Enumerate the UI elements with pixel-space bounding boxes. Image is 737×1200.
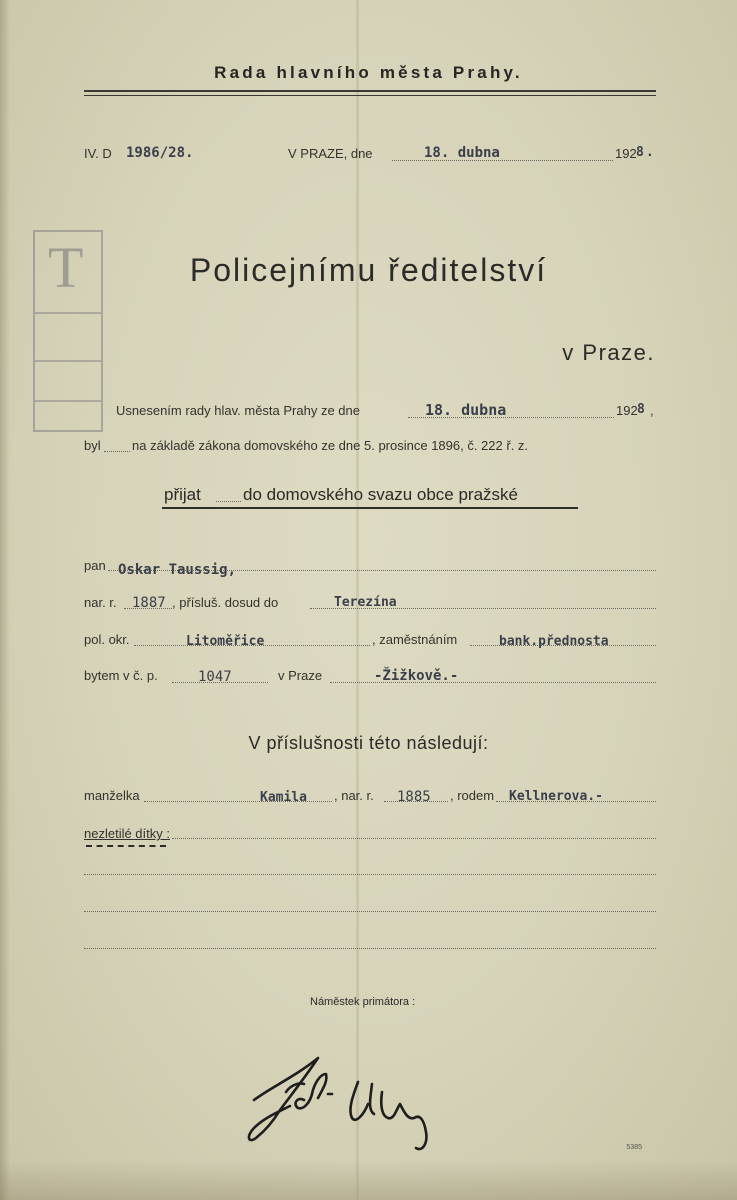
ref-year-digit: 8 (636, 145, 644, 160)
place-label: V PRAZE, dne (288, 146, 373, 161)
spouse-born-label: , nar. r. (334, 788, 374, 803)
children-dots-4 (84, 948, 656, 949)
ref-year-end: . (646, 145, 654, 160)
children-label: nezletilé dítky : (84, 826, 170, 841)
children-dash-underline (86, 845, 166, 847)
resolution-text: Usnesením rady hlav. města Prahy ze dne (116, 403, 360, 418)
document-title: Policejnímu ředitelství (189, 252, 548, 288)
resolution-year-prefix: 192 (616, 403, 638, 418)
header-rule-thin (84, 95, 656, 96)
residence-label: bytem v č. p. (84, 668, 158, 683)
spouse-maiden: Kellnerova.- (509, 789, 603, 804)
admission-underline (162, 507, 578, 509)
ref-prefix: IV. D (84, 146, 112, 161)
city-label: v Praze (278, 668, 323, 683)
resolution-year-end: , (650, 403, 654, 418)
admission-text: do domovského svazu obce pražské (243, 485, 518, 504)
line2-text: na základě zákona domovského ze dne 5. prosince 1896, č. 222 ř. z. (132, 438, 529, 453)
spouse-label: manželka (84, 788, 140, 803)
person-born: 1887 (132, 595, 166, 611)
occupation-label: , zaměstnáním (372, 632, 458, 647)
pan-label: pan (84, 558, 106, 573)
children-dots-2 (84, 874, 656, 875)
section-title: V příslušnosti této následují: (248, 733, 489, 753)
district-label: pol. okr. (84, 632, 130, 647)
resolution-date: 18. dubna (425, 401, 507, 419)
paper-edge-bottom (0, 1160, 737, 1200)
header-rule-thick (84, 90, 656, 92)
paper-edge-left (0, 0, 10, 1200)
line2-prefix: byl (84, 438, 101, 453)
spouse-name: Kamila (260, 790, 307, 805)
person-name: Oskar Taussig, (118, 562, 237, 578)
stamp-letter: T (48, 235, 84, 300)
prijat-label: přijat (164, 485, 201, 504)
page-code: 5385 (626, 1144, 642, 1151)
document-subtitle: v Praze. (562, 340, 655, 365)
signatory-label: Náměstek primátora : (310, 996, 416, 1008)
ref-number: 1986/28. (126, 145, 194, 161)
born-label: nar. r. (84, 595, 117, 610)
children-dots-3 (84, 911, 656, 912)
children-dots-1 (172, 838, 656, 839)
person-quarter: -Žižkově.- (374, 668, 459, 684)
council-heading: Rada hlavního města Prahy. (214, 63, 523, 82)
belong-label: , přísluš. dosud do (172, 595, 279, 610)
spouse-born: 1885 (397, 789, 431, 805)
handwritten-signature (240, 1048, 440, 1163)
resolution-year-digit: 8 (637, 402, 645, 417)
maiden-label: , rodem (450, 788, 495, 803)
ref-date: 18. dubna (424, 145, 500, 161)
ref-year-prefix: 192 (615, 146, 637, 161)
person-house-no: 1047 (198, 669, 232, 685)
byl-dots (104, 451, 130, 452)
prijat-dots (216, 501, 241, 502)
person-occupation: bank.přednosta (499, 634, 609, 649)
person-belong: Terezína (334, 595, 397, 610)
person-district: Litoměřice (186, 634, 265, 649)
